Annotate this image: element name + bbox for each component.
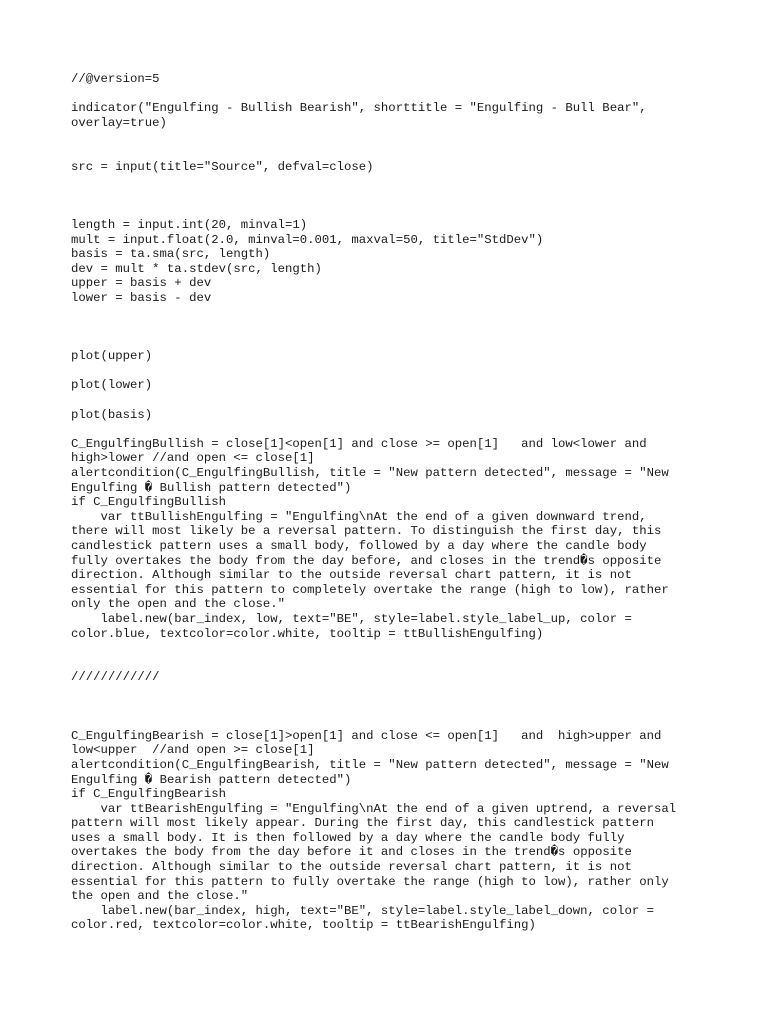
code-line: high>lower //and open <= close[1] [71, 451, 315, 466]
blank-line [71, 189, 701, 204]
blank-line [71, 656, 701, 671]
code-line: basis = ta.sma(src, length) [71, 247, 271, 262]
blank-line [71, 641, 701, 656]
code-line: dev = mult * ta.stdev(src, length) [71, 261, 322, 276]
code-line: fully overtakes the body from the day before, and closes in the trend�s opposite [71, 553, 662, 568]
code-line: upper = basis + dev [71, 276, 212, 291]
code-line: mult = input.float(2.0, minval=0.001, maxval=50, title="StdDev") [71, 232, 544, 247]
code-line: label.new(bar_index, high, text="BE", style=label.style_label_down, color = [71, 903, 654, 918]
blank-line [71, 422, 701, 437]
blank-line [71, 320, 701, 335]
code-line: overtakes the body from the day before it and closes in the trend�s opposite [71, 845, 632, 860]
code-line: pattern will most likely appear. During the first day, this candlestick pattern [71, 816, 654, 831]
code-line: direction. Although similar to the outside reversal chart pattern, it is not [71, 568, 632, 583]
code-line: alertcondition(C_EngulfingBullish, title = "New pattern detected", message = "New [71, 466, 669, 481]
blank-line [71, 335, 701, 350]
code-line: plot(basis) [71, 407, 153, 422]
code-line: overlay=true) [71, 115, 167, 130]
code-line: uses a small body. It is then followed by a day where the candle body fully [71, 830, 625, 845]
code-line: C_EngulfingBullish = close[1]<open[1] and close >= open[1] and low<lower and [71, 436, 647, 451]
code-line: //////////// [71, 670, 160, 685]
code-line: color.red, textcolor=color.white, tooltip = ttBearishEngulfing) [71, 918, 536, 933]
code-line: direction. Although similar to the outside reversal chart pattern, it is not [71, 860, 632, 875]
code-line: candlestick pattern uses a small body, followed by a day where the candle body [71, 539, 647, 553]
code-line: essential for this pattern to completely overtake the range (high to low), rather [71, 582, 669, 597]
code-line: length = input.int(20, minval=1) [71, 217, 308, 232]
blank-line [71, 714, 701, 729]
blank-line [71, 174, 701, 189]
blank-line [71, 87, 701, 102]
blank-line [71, 364, 701, 379]
code-line: plot(lower) [71, 378, 153, 393]
code-line: indicator("Engulfing - Bullish Bearish", shorttitle = "Engulfing - Bull Bear", [71, 101, 647, 116]
code-line: alertcondition(C_EngulfingBearish, title = "New pattern detected", message = "New [71, 757, 669, 772]
pine-script-code-block [71, 72, 701, 933]
code-line: the open and the close." [71, 889, 249, 904]
code-line: there will most likely be a reversal pattern. To distinguish the first day, this [71, 524, 662, 539]
code-line: lower = basis - dev [71, 290, 212, 305]
blank-line [71, 130, 701, 145]
code-line: if C_EngulfingBearish [71, 787, 226, 802]
code-line: var ttBullishEngulfing = "Engulfing\nAt the end of a given downward trend, [71, 509, 647, 524]
code-line: Engulfing � Bullish pattern detected") [71, 480, 352, 495]
code-line: var ttBearishEngulfing = "Engulfing\nAt the end of a given uptrend, a reversal [71, 801, 677, 816]
code-line: Engulfing � Bearish pattern detected") [71, 772, 352, 787]
code-line: src = input(title="Source", defval=close) [71, 159, 374, 174]
code-line: low<upper //and open >= close[1] [71, 743, 315, 758]
code-line: color.blue, textcolor=color.white, tooltip = ttBullishEngulfing) [71, 626, 544, 641]
code-line: //@version=5 [71, 72, 160, 86]
blank-line [71, 203, 701, 218]
code-line: plot(upper) [71, 349, 153, 364]
code-line: only the open and the close." [71, 597, 286, 612]
code-line: essential for this pattern to fully overtake the range (high to low), rather only [71, 874, 669, 889]
blank-line [71, 700, 701, 715]
code-line: if C_EngulfingBullish [71, 495, 226, 510]
blank-line [71, 306, 701, 321]
code-line: C_EngulfingBearish = close[1]>open[1] and close <= open[1] and high>upper and [71, 728, 662, 743]
blank-line [71, 685, 701, 700]
blank-line [71, 393, 701, 408]
code-line: label.new(bar_index, low, text="BE", style=label.style_label_up, color = [71, 611, 632, 626]
blank-line [71, 145, 701, 160]
